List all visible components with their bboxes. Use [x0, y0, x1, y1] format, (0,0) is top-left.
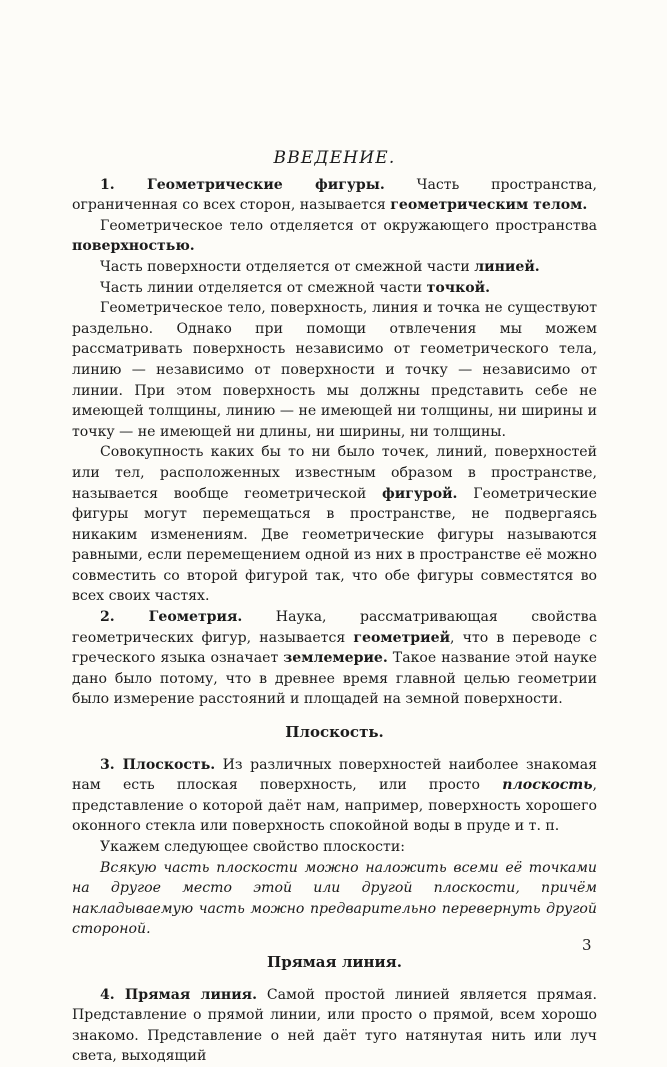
- paragraph-abstraction: Геометрическое тело, поверхность, линия и точка не существуют раздельно. Однако при помощи отвлечения мы можем рассматривать поверхность независимо от геометрического тела, линию — независимо от поверхности и точку — независимо от линии. При этом поверхность мы должны представить себе не имеющей толщины, линию — не имеющей ни толщины, ни ширины и точку — не имеющей ни длины, ни ширины, ни толщины.: [72, 300, 597, 440]
- page-number: 3: [582, 936, 592, 954]
- section-heading-1: 1. Геометрические фигуры.: [100, 176, 385, 193]
- term-surface: поверхностью.: [72, 238, 195, 255]
- text-run: Геометрическое тело отделяется от окружающего пространства: [100, 217, 597, 234]
- text-run: Из различных поверхностей наиболее знакомая нам есть плоская поверхность, или просто: [72, 756, 597, 794]
- chapter-title: ВВЕДЕНИЕ.: [273, 148, 396, 168]
- term-plane: плоскость: [502, 777, 593, 794]
- paragraph-plane: [72, 755, 597, 837]
- term-land-measuring: землемерие.: [283, 650, 388, 667]
- term-line: линией.: [474, 258, 540, 275]
- section-title-straight-line: Прямая линия.: [267, 952, 402, 971]
- term-geometry: геометрией: [353, 629, 451, 646]
- page-body: [72, 148, 597, 1067]
- section-heading-3: 3. Плоскость.: [100, 756, 216, 773]
- text-run: Часть поверхности отделяется от смежной части: [100, 258, 475, 275]
- paragraph-geometry: [72, 607, 597, 710]
- text-run: Часть пространства, ограниченная со всех сторон, называется: [72, 176, 597, 214]
- text-run: Геометрические фигуры могут перемещаться в пространстве, не подвергаясь никаким изменениям. Две геометрические фигуры называются равными, если перемещением одной из них в пространстве её можно совместить со второй фигурой так, что обе фигуры совместятся во всех своих частях.: [72, 485, 597, 605]
- text-run: Самой простой линией является прямая. Представление о прямой линии, или просто о прямой, всем хорошо знакомо. Представление о ней даёт туго натянутая нить или луч света, выходящий: [72, 986, 598, 1065]
- term-figure: фигурой.: [382, 485, 458, 502]
- paragraph-surface: [72, 216, 597, 257]
- paragraph-plane-property: Всякую часть плоскости можно наложить всеми её точками на другое место этой или другой плоскости, причём накладываемую часть можно предварительно перевернуть другой стороной.: [72, 859, 597, 938]
- text-run: Наука, рассматривающая свойства геометрических фигур, называется: [72, 609, 597, 646]
- paragraph-plane-property-intro: Укажем следующее свойство плоскости:: [100, 839, 405, 855]
- term-point: точкой.: [426, 279, 491, 296]
- paragraph-geometric-figures: [72, 175, 597, 216]
- paragraph-point: [72, 278, 597, 299]
- text-run: , что в переводе с греческого языка означает: [72, 629, 597, 667]
- text-run: Такое название этой науке дано было потому, что в древнее время главной целью геометрии было измерение расстояний и площадей на земной поверхности.: [72, 650, 597, 708]
- section-title-plane: Плоскость.: [285, 723, 384, 742]
- text-run: Совокупность каких бы то ни было точек, линий, поверхностей или тел, расположенных известным образом в пространстве, называется вообще геометрической: [72, 444, 597, 502]
- paragraph-figure: [72, 442, 597, 607]
- paragraph-line: [72, 257, 597, 278]
- text-run: Часть линии отделяется от смежной части: [100, 279, 427, 296]
- paragraph-straight-line: [72, 985, 597, 1067]
- text-run: , представление о которой даёт нам, например, поверхность хорошего оконного стекла или поверхность спокойной воды в пруде и т. п.: [72, 777, 597, 835]
- term-geometric-body: геометрическим телом.: [390, 197, 588, 214]
- section-heading-4: 4. Прямая линия.: [100, 986, 258, 1003]
- section-heading-2: 2. Геометрия.: [100, 609, 243, 626]
